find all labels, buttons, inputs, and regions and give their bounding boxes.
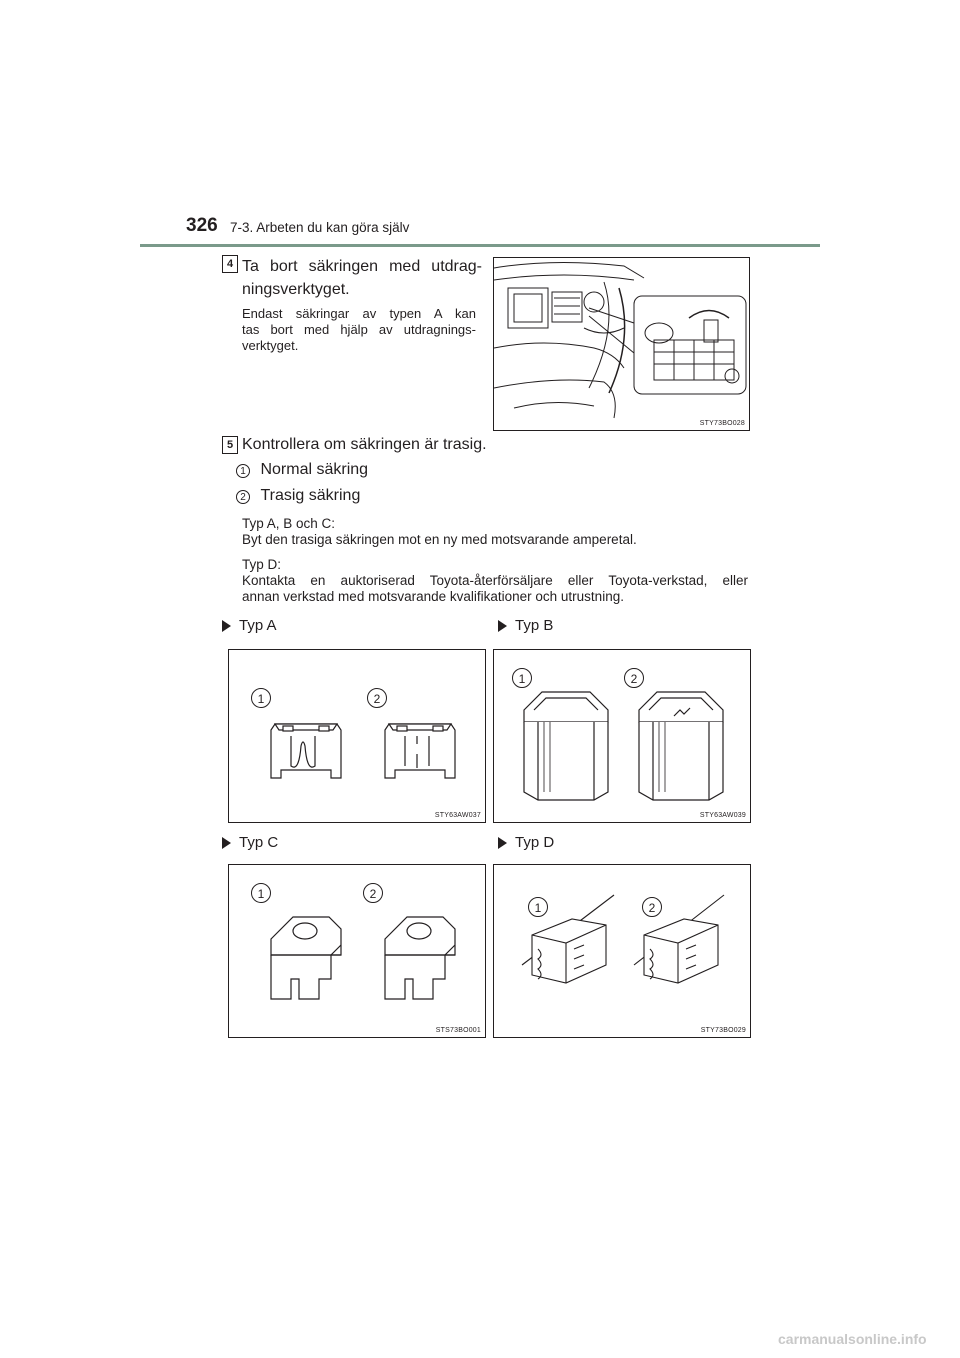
callout-2: 2	[642, 897, 662, 917]
step4-title-line1: Ta bort säkringen med utdrag-	[242, 258, 482, 275]
triangle-bullet-icon	[222, 837, 231, 849]
note2-line1: Typ D:	[242, 557, 282, 572]
step5-note2	[242, 557, 748, 605]
fuse-type-a-illustration	[229, 650, 485, 822]
fuse-type-c-figure	[228, 864, 486, 1038]
step4-title	[242, 255, 482, 301]
step4-note-line3: verktyget.	[242, 338, 299, 353]
type-b-label: Typ B	[498, 617, 553, 634]
callout-2: 2	[367, 688, 387, 708]
figure-code: STS73BO001	[435, 1027, 481, 1034]
note2-line3: annan verkstad med motsvarande kvalifikationer och utrustning.	[242, 589, 624, 604]
list-item	[236, 487, 360, 505]
figure-code: STY63AW039	[699, 812, 746, 819]
type-d-label: Typ D	[498, 834, 554, 851]
note1-line1: Typ A, B och C:	[242, 516, 336, 531]
fuse-type-b-illustration	[494, 650, 750, 822]
fuse-type-d-figure	[493, 864, 751, 1038]
page-number: 326	[186, 215, 218, 236]
callout-1: 1	[528, 897, 548, 917]
step4-note	[242, 306, 476, 354]
callout-1: 1	[251, 688, 271, 708]
step-number-4: 4	[222, 255, 238, 273]
note2-line2: Kontakta en auktoriserad Toyota-återförsäljare eller Toyota-verkstad, eller	[242, 573, 748, 588]
fuse-type-d-illustration	[494, 865, 750, 1037]
engine-bay-figure	[493, 257, 750, 431]
type-c-label: Typ C	[222, 834, 278, 851]
figure-code: STY73BO029	[700, 1027, 746, 1034]
fuse-type-a-figure	[228, 649, 486, 823]
fuse-type-c-illustration	[229, 865, 485, 1037]
step4-title-line2: ningsverktyget.	[242, 281, 350, 298]
engine-bay-illustration	[494, 258, 749, 430]
callout-2: 2	[624, 668, 644, 688]
section-title: 7-3. Arbeten du kan göra själv	[230, 220, 410, 235]
type-a-label: Typ A	[222, 617, 277, 634]
list-item	[236, 461, 368, 479]
watermark-text[interactable]: carmanualsonline.info	[778, 1331, 927, 1347]
callout-1: 1	[251, 883, 271, 903]
triangle-bullet-icon	[498, 837, 507, 849]
item-label: Normal säkring	[260, 461, 369, 478]
callout-2: 2	[363, 883, 383, 903]
item-number: 1	[236, 464, 250, 478]
step-number-5: 5	[222, 436, 238, 454]
callout-1: 1	[512, 668, 532, 688]
step4-note-line2: tas bort med hjälp av utdragnings-	[242, 322, 476, 337]
figure-code: STY63AW037	[434, 812, 481, 819]
step5-note1	[242, 516, 748, 548]
item-number: 2	[236, 490, 250, 504]
figure-code: STY73BO028	[699, 420, 745, 427]
note1-line2: Byt den trasiga säkringen mot en ny med motsvarande amperetal.	[242, 532, 637, 547]
header-rule	[140, 244, 820, 247]
step5-title: Kontrollera om säkringen är trasig.	[242, 436, 487, 453]
item-label: Trasig säkring	[260, 487, 361, 504]
triangle-bullet-icon	[222, 620, 231, 632]
step4-note-line1: Endast säkringar av typen A kan	[242, 306, 476, 321]
triangle-bullet-icon	[498, 620, 507, 632]
fuse-type-b-figure	[493, 649, 751, 823]
